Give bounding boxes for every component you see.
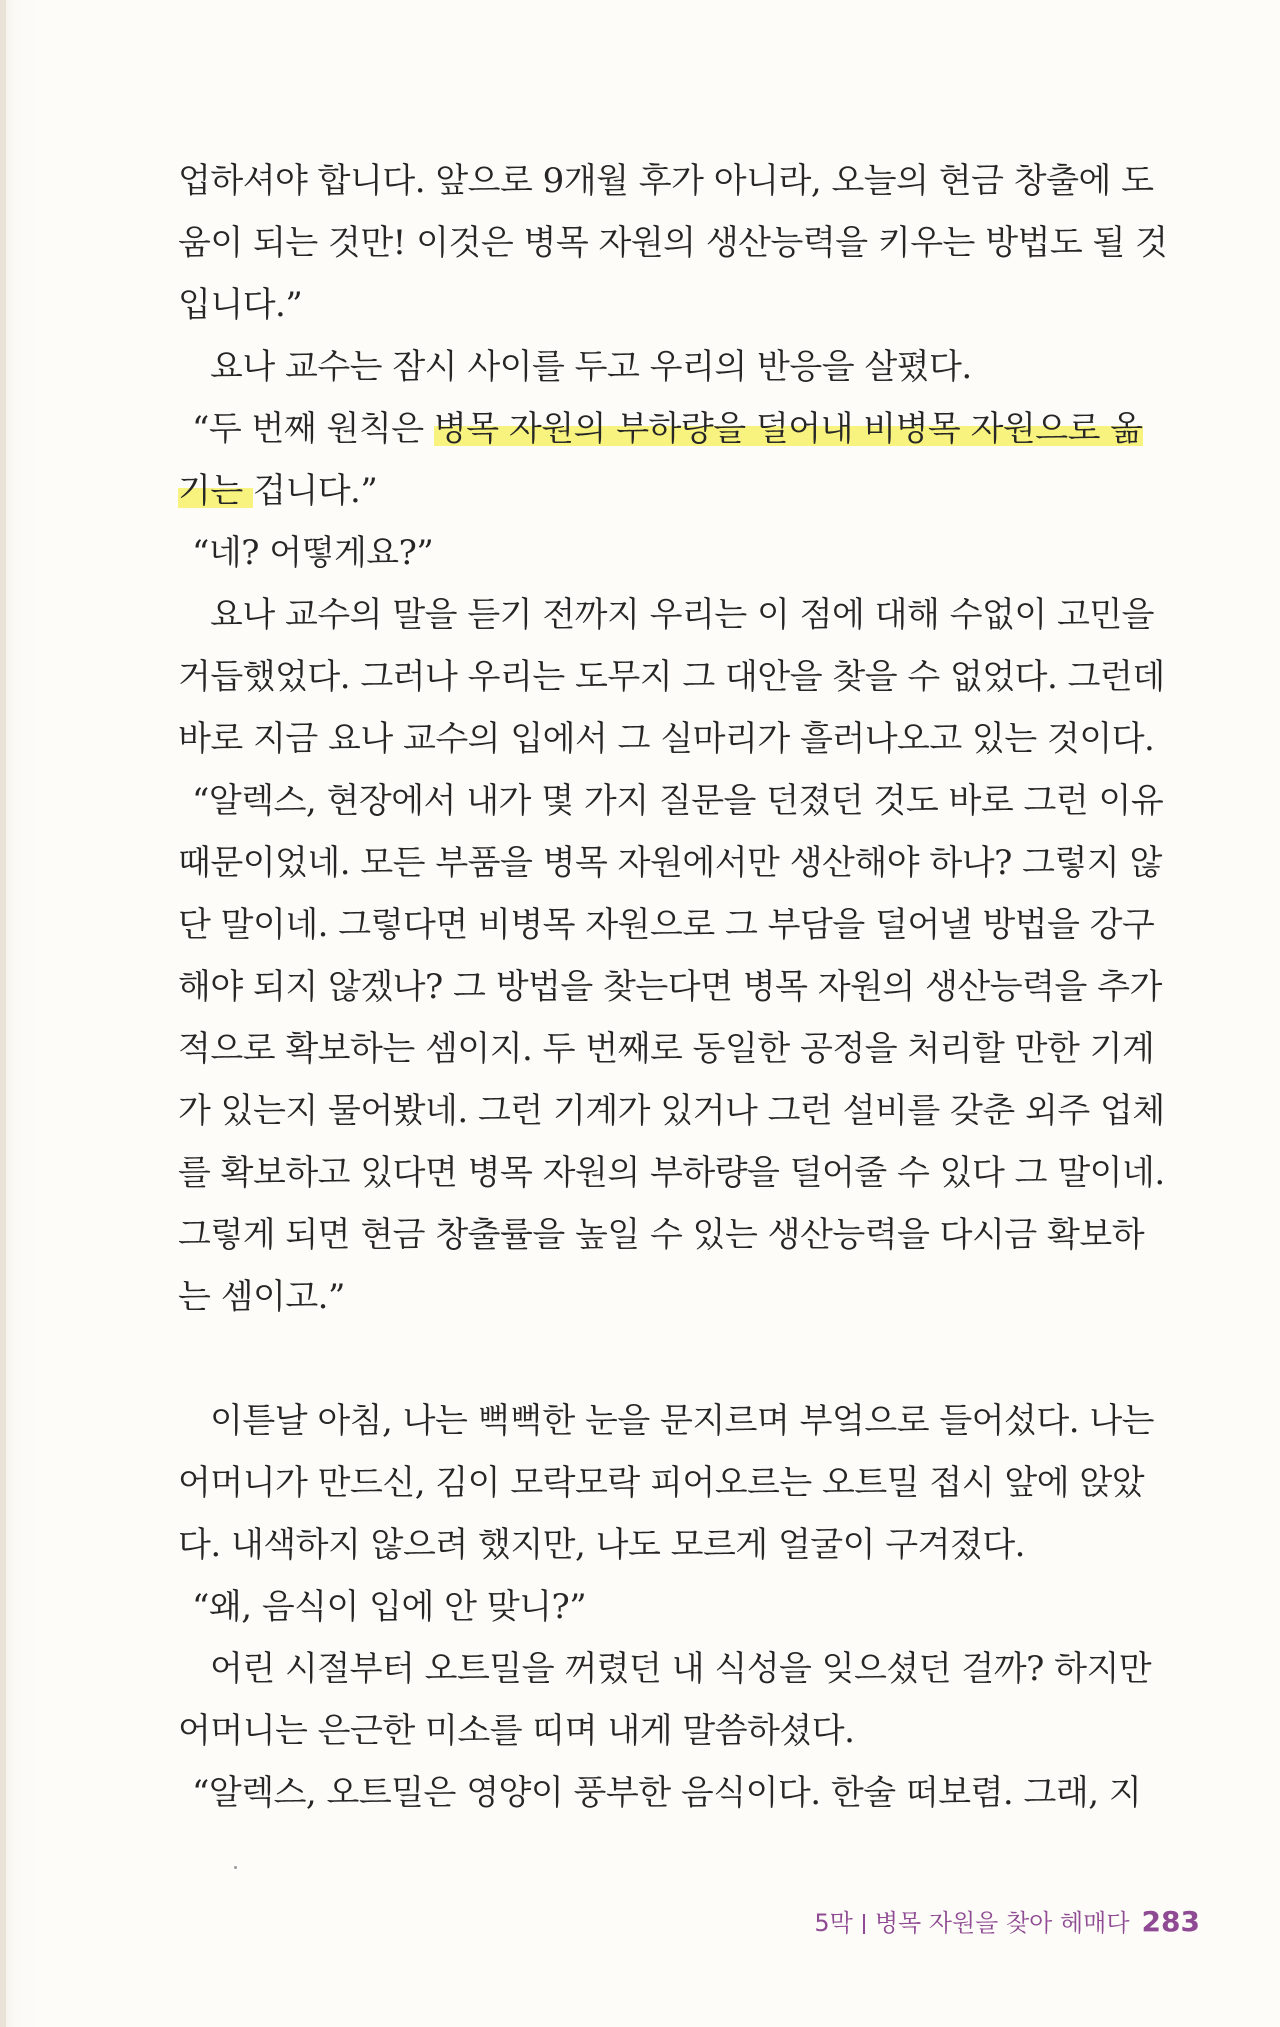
text-segment: 겁니다.” [253, 471, 378, 511]
highlighted-line [178, 460, 1138, 522]
footer-separator [863, 1914, 865, 1934]
text-line: 움이 되는 것만! 이것은 병목 자원의 생산능력을 키우는 방법도 될 것 [178, 223, 1168, 263]
text-line: 거듭했었다. 그러나 우리는 도무지 그 대안을 찾을 수 없었다. 그런데 [178, 657, 1165, 697]
chapter-title: 병목 자원을 찾아 헤매다 [874, 1909, 1130, 1937]
highlighted-line [178, 398, 1143, 460]
text-line: 이튿날 아침, 나는 뻑뻑한 눈을 문지르며 부엌으로 들어섰다. 나는 [210, 1401, 1155, 1441]
text-line: 업하셔야 합니다. 앞으로 9개월 후가 아니라, 오늘의 현금 창출에 도 [178, 161, 1154, 201]
text-line: 가 있는지 물어봤네. 그런 기계가 있거나 그런 설비를 갖춘 외주 업체 [178, 1091, 1165, 1131]
text-block-2 [178, 1390, 1155, 1824]
highlight-mark: 병목 자원의 부하량을 덜어내 비병목 자원으로 옮 [433, 409, 1143, 449]
text-line: 는 셈이고.” [178, 1277, 345, 1317]
text-line: 단 말이네. 그렇다면 비병목 자원으로 그 부담을 덜어낼 방법을 강구 [178, 905, 1155, 945]
running-footer [814, 1902, 1200, 1942]
text-line: 요나 교수의 말을 듣기 전까지 우리는 이 점에 대해 수없이 고민을 [210, 595, 1155, 635]
page-spine-shadow [0, 0, 6, 2027]
text-line: 어린 시절부터 오트밀을 꺼렸던 내 식성을 잊으셨던 걸까? 하지만 [210, 1649, 1152, 1689]
text-line: 적으로 확보하는 셈이지. 두 번째로 동일한 공정을 처리할 만한 기계 [178, 1029, 1155, 1069]
text-line: 해야 되지 않겠나? 그 방법을 찾는다면 병목 자원의 생산능력을 추가 [178, 967, 1162, 1007]
text-block-1 [178, 150, 1168, 1328]
text-line: 를 확보하고 있다면 병목 자원의 부하량을 덜어줄 수 있다 그 말이네. [178, 1153, 1165, 1193]
highlight-mark: 기는 [178, 471, 253, 511]
text-line: 입니다.” [178, 285, 303, 325]
text-segment: “두 번째 원칙은 [192, 409, 434, 449]
text-line: 때문이었네. 모든 부품을 병목 자원에서만 생산해야 하나? 그렇지 않 [178, 843, 1162, 883]
text-line: 어머니는 은근한 미소를 띠며 내게 말씀하셨다. [178, 1711, 855, 1751]
text-line: 바로 지금 요나 교수의 입에서 그 실마리가 흘러나오고 있는 것이다. [178, 719, 1155, 759]
text-line: 요나 교수는 잠시 사이를 두고 우리의 반응을 살폈다. [210, 347, 972, 387]
text-line: 어머니가 만드신, 김이 모락모락 피어오르는 오트밀 접시 앞에 앉았 [178, 1463, 1145, 1503]
text-line: “알렉스, 오트밀은 영양이 풍부한 음식이다. 한술 떠보렴. 그래, 지 [192, 1773, 1142, 1813]
chapter-label: 5막 [814, 1909, 853, 1937]
paper-speck [234, 1866, 237, 1869]
page-number: 283 [1141, 1905, 1200, 1938]
text-line: “알렉스, 현장에서 내가 몇 가지 질문을 던졌던 것도 바로 그런 이유 [192, 781, 1164, 821]
text-line: “네? 어떻게요?” [192, 533, 434, 573]
text-line: 다. 내색하지 않으려 했지만, 나도 모르게 얼굴이 구겨졌다. [178, 1525, 1025, 1565]
text-line: 그렇게 되면 현금 창출률을 높일 수 있는 생산능력을 다시금 확보하 [178, 1215, 1145, 1255]
text-line: “왜, 음식이 입에 안 맞니?” [192, 1587, 587, 1627]
